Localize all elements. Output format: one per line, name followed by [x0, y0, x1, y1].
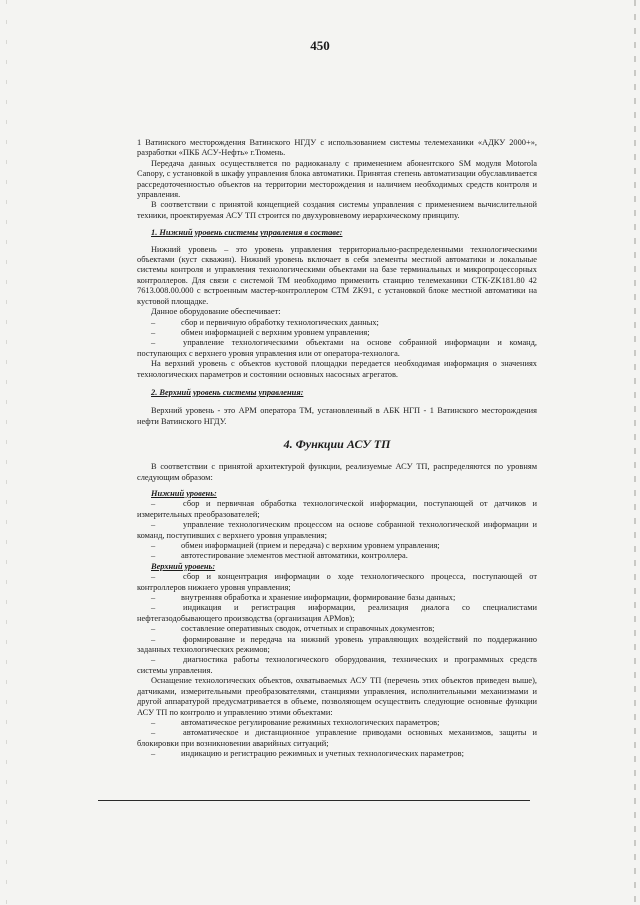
bullet-dash: –: [151, 603, 156, 613]
lower-level-paragraph-1: Нижний уровень – это уровень управления территориально-распределенными технологическими объектами (куст скважин). Нижний уровень включает в себя элементы местной автоматики и локальные системы контроля и управления технологическими объектами на базе терминальных и микропроцессорных контроллеров. Для связи с системой ТМ необходимо применить станцию телемеханики СТК-ZK181.80 42 7613.008.00.000 с встроенным мастер-контроллером СТМ ZK91, с установкой блоке местной автоматики на кустовой площадке.: [137, 244, 537, 306]
intro-paragraph-2: Передача данных осуществляется по радиоканалу с применением абонентского SM модуля Motorola Canopy, с установкой в шкафу управления блока автоматики. Принятая степень автоматизации обуславливается рассредоточенностью объектов на территории месторождения и наличием необходимых средств контроля и управления.: [137, 158, 537, 200]
footer-rule: [98, 800, 530, 801]
list-item-text: управление технологическими объектами на основе собранной информации и команд, поступающих с верхнего уровня управления или от оператора-технолога.: [137, 338, 537, 358]
bullet-dash: –: [151, 327, 156, 337]
lower-level-paragraph-2: Данное оборудование обеспечивает:: [151, 307, 281, 317]
bullet-dash: –: [151, 338, 156, 348]
bullet-dash: –: [151, 520, 156, 530]
lower-level-paragraph-3: На верхний уровень с объектов кустовой площадки передается необходимая информация о значениях технологических параметров и состоянии основных насосных агрегатов.: [137, 359, 537, 379]
list-item: [137, 520, 537, 541]
list-item: [137, 635, 537, 656]
bullet-dash: –: [151, 593, 156, 603]
list-item: [137, 749, 537, 759]
document-body: [137, 138, 537, 760]
intro-paragraph-3: В соответствии с принятой концепцией создания системы управления с применением вычислительной техники, проектируемая АСУ ТП строится по двухуровневому иерархическому принципу.: [137, 200, 537, 220]
list-item: [137, 728, 537, 749]
list-item-text: составление оперативных сводок, отчетных и справочных документов;: [181, 624, 435, 634]
list-item: [137, 328, 537, 338]
list-item: [137, 551, 537, 561]
list-item-text: формирование и передача на нижний уровень управляющих воздействий по поддержанию заданных технологических режимов;: [137, 634, 537, 655]
list-item: [137, 593, 537, 603]
bullet-dash: –: [151, 749, 156, 759]
list-item: [137, 718, 537, 728]
list-item-text: индикацию и регистрацию режимных и учетных технологических параметров;: [181, 749, 464, 759]
list-item: [137, 499, 537, 520]
bullet-dash: –: [151, 317, 156, 327]
list-item: [137, 603, 537, 624]
list-item-text: индикация и регистрация информации, реализация диалога со специалистами нефтегазодобывающего производства (организация АРМов);: [137, 603, 537, 623]
bullet-dash: –: [151, 624, 156, 634]
list-item-text: внутренняя обработка и хранение информации, формирование базы данных;: [181, 593, 456, 603]
bullet-dash: –: [151, 717, 156, 727]
upper-level-paragraph: Верхний уровень - это АРМ оператора ТМ, установленный в АБК НГП - 1 Ватинского месторождения нефти Ватинского НГДУ.: [137, 406, 537, 426]
list-item-text: сбор и концентрация информации о ходе технологического процесса, поступающей от контроллеров нижнего уровня управления;: [137, 572, 537, 592]
intro-paragraph-1: 1 Ватинского месторождения Ватинского НГДУ с использованием системы телемеханики «АДКУ 2000+», разработки «ПКБ АСУ-Нефть» г.Тюмень.: [137, 138, 537, 158]
lower-level-label: Нижний уровень:: [151, 488, 217, 498]
list-item-text: обмен информацией с верхним уровнем управления;: [181, 327, 370, 337]
scan-edge-left: [6, 0, 7, 905]
list-item: [137, 572, 537, 593]
bullet-dash: –: [151, 728, 156, 738]
list-item-text: сбор и первичную обработку технологических данных;: [181, 317, 379, 327]
bullet-dash: –: [151, 634, 156, 644]
list-item-text: автоматическое и дистанционное управление приводами основных механизмов, защиты и блокировки при возникновении аварийных ситуаций;: [137, 728, 537, 748]
upper-level-label: Верхний уровень:: [151, 561, 216, 571]
functions-heading: 4. Функции АСУ ТП: [283, 437, 391, 452]
list-item: [137, 541, 537, 551]
bullet-dash: –: [151, 551, 156, 561]
bullet-dash: –: [151, 499, 156, 509]
bullet-dash: –: [151, 655, 156, 665]
list-item-text: диагностика работы технологического оборудования, технических и программных средств системы управления.: [137, 655, 537, 675]
list-item-text: автотестирование элементов местной автоматики, контроллера.: [181, 551, 408, 561]
list-item: [137, 655, 537, 676]
list-item-text: управление технологическим процессом на основе собранной технологической информации и команд, поступивших с верхнего уровня управления;: [137, 520, 537, 540]
list-item-text: обмен информацией (прием и передача) с верхним уровнем управления;: [181, 541, 440, 550]
lower-level-heading: 1. Нижний уровень системы управления в составе:: [151, 228, 343, 238]
page-number: 450: [310, 38, 330, 53]
scan-edge-right: [634, 0, 636, 905]
functions-paragraph-2: Оснащение технологических объектов, охватываемых АСУ ТП (перечень этих объектов приведен выше), датчиками, измерительными преобразователями, станциями управления, исполнительными механизмами и другой аппаратурой предусматривается в объеме, позволяющем осуществить следующие основные функции АСУ ТП по контролю и управлению этими объектами:: [137, 676, 537, 717]
bullet-dash: –: [151, 541, 156, 550]
list-item: [137, 624, 537, 634]
list-item: [137, 318, 537, 328]
upper-level-heading: 2. Верхний уровень системы управления:: [151, 387, 304, 397]
list-item-text: сбор и первичная обработка технологической информации, поступающей от датчиков и измерительных преобразователей;: [137, 499, 537, 519]
list-item-text: автоматическое регулирование режимных технологических параметров;: [181, 717, 440, 727]
bullet-dash: –: [151, 572, 156, 582]
functions-paragraph-1: В соответствии с принятой архитектурой функции, реализуемые АСУ ТП, распределяются по уровням следующим образом:: [137, 462, 537, 482]
list-item: [137, 338, 537, 359]
